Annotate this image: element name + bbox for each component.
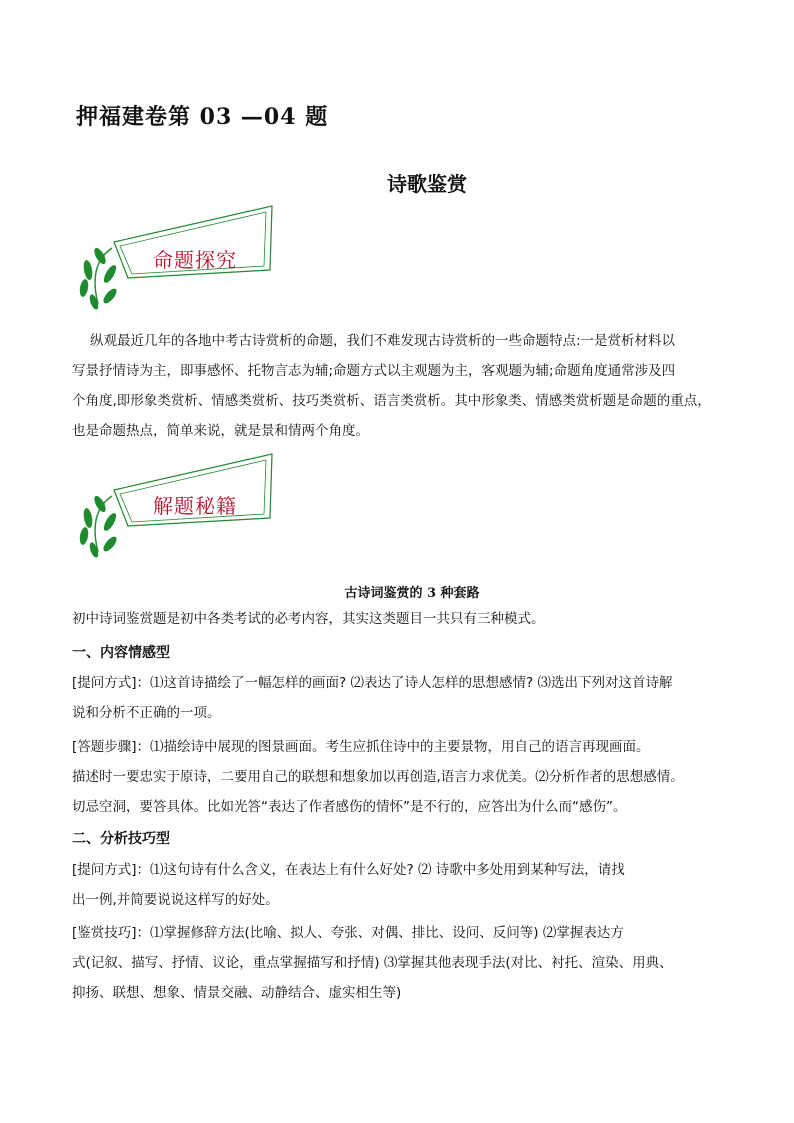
text-line: 说和分析不正确的一项。 (72, 705, 221, 721)
text-line: 描述时一要忠实于原诗，二要用自己的联想和想象加以再创造,语言力求优美。⑵分析作者的思想感情。 (72, 769, 684, 785)
part1-question (72, 668, 732, 728)
text-line: 也是命题热点，简单来说，就是景和情两个角度。 (72, 423, 369, 439)
text-line: 纵观最近几年的各地中考古诗赏析的命题，我们不难发现古诗赏析的一些命题特点:一是赏析材料以 (90, 333, 676, 349)
text-line: 出一例,并简要说说这样写的好处。 (72, 892, 279, 908)
text-line: [答题步骤]：⑴描绘诗中展现的图景画面。考生应抓住诗中的主要景物，用自己的语言再现画面。 (72, 739, 650, 755)
text-line: [鉴赏技巧]：⑴掌握修辞方法(比喻、拟人、夸张、对偶、排比、设问、反问等) ⑵掌握表达方 (72, 925, 624, 941)
banner-label: 解题秘籍 (153, 494, 237, 518)
part1-answer (72, 732, 732, 822)
lead-paragraph (72, 604, 732, 634)
part2-skills (72, 918, 732, 1008)
page-title: 押福建卷第 03 —04 题 (76, 104, 329, 130)
part1-heading: 一、内容情感型 (72, 645, 170, 661)
text-line: [提问方式]：⑴这首诗描绘了一幅怎样的画面? ⑵表达了诗人怎样的思想感情? ⑶选出下列对这首诗解 (72, 675, 673, 691)
section-title: 诗歌鉴赏 (387, 172, 467, 196)
intro-paragraph (72, 326, 732, 446)
banner-proposition (74, 204, 284, 314)
text-line: [提问方式]：⑴这句诗有什么含义，在表达上有什么好处? ⑵ 诗歌中多处用到某种写法，请找 (72, 862, 625, 878)
part2-question (72, 855, 732, 915)
text-line: 式(记叙、描写、抒情、议论，重点掌握描写和抒情) ⑶掌握其他表现手法(对比、衬托、渲染、用典、 (72, 955, 673, 971)
banner-tips (74, 452, 284, 562)
part2-heading: 二、分析技巧型 (72, 831, 170, 847)
text-line: 个角度,即形象类赏析、情感类赏析、技巧类赏析、语言类赏析。其中形象类、情感类赏析题是命题的重点， (72, 393, 711, 409)
banner-label: 命题探究 (153, 248, 237, 272)
text-line: 抑扬、联想、想象、情景交融、动静结合、虚实相生等) (72, 985, 402, 1001)
text-line: 写景抒情诗为主，即事感怀、托物言志为辅;命题方式以主观题为主，客观题为辅;命题角度通常涉及四 (72, 363, 676, 379)
text-line: 切忌空洞，要答具体。比如光答“表达了作者感伤的情怀”是不行的，应答出为什么而“感伤”。 (72, 799, 627, 815)
section-heading: 古诗词鉴赏的 3 种套路 (344, 586, 480, 601)
text-line: 初中诗词鉴赏题是初中各类考试的必考内容，其实这类题目一共只有三种模式。 (72, 611, 545, 627)
